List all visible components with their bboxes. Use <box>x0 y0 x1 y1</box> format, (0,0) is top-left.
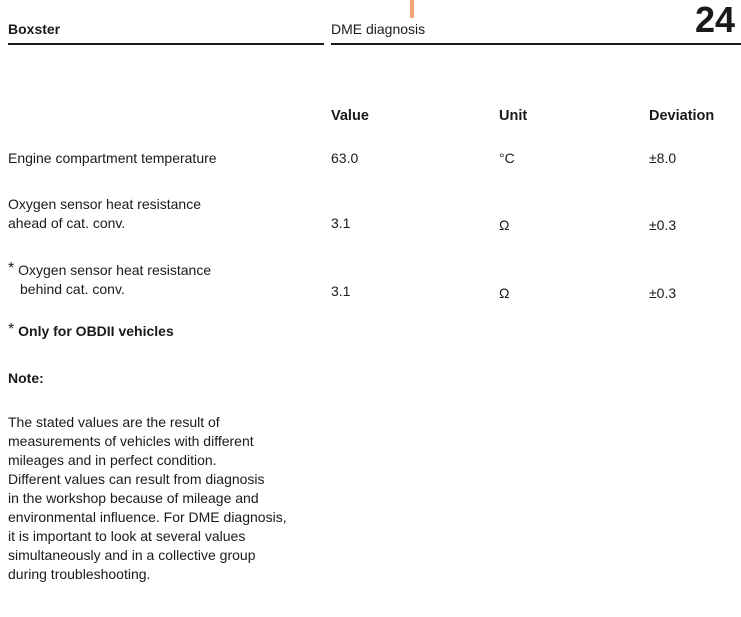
table-row-2-parameter <box>8 195 201 233</box>
table-row-2-parameter-line2: ahead of cat. conv. <box>8 215 126 231</box>
footnote-text: Only for OBDII vehicles <box>18 323 174 339</box>
note-title: Note: <box>8 370 44 386</box>
table-row-3-parameter-line2: behind cat. conv. <box>20 281 125 297</box>
table-row-2-value: 3.1 <box>331 215 351 231</box>
table-row-3-parameter-line1: Oxygen sensor heat resistance <box>18 262 212 278</box>
header-rule-left <box>8 43 324 45</box>
table-row-1-deviation: ±8.0 <box>649 150 677 166</box>
accent-mark <box>410 0 414 18</box>
column-header-unit: Unit <box>499 108 528 124</box>
header-model: Boxster <box>8 21 61 37</box>
column-header-value: Value <box>331 108 369 124</box>
table-row-1-parameter: Engine compartment temperature <box>8 150 217 166</box>
note-body: The stated values are the result of measurements of vehicles with different mileages and in perfect condition. Different values can result from diagnosis in the workshop because of mileage and environmental influence. For DME diagnosis, it is important to look at several values simultaneously and in a collective group during troubleshooting. <box>8 414 287 582</box>
header-rule-right <box>331 43 741 45</box>
column-header-deviation: Deviation <box>649 108 715 124</box>
table-row-1-unit: °C <box>499 150 515 166</box>
table-row-2-unit: Ω <box>499 217 510 233</box>
row-3-asterisk: * <box>8 260 15 277</box>
table-row-3-value: 3.1 <box>331 283 351 299</box>
table-row-1-value: 63.0 <box>331 150 359 166</box>
table-row-2-parameter-line1: Oxygen sensor heat resistance <box>8 196 201 212</box>
table-row-3-deviation: ±0.3 <box>649 285 677 301</box>
header-section: DME diagnosis <box>331 21 426 37</box>
table-row-3-unit: Ω <box>499 285 510 301</box>
footnote <box>8 323 174 341</box>
table-row-3-parameter <box>8 261 211 299</box>
footnote-asterisk: * <box>8 321 15 338</box>
page-number: 24 <box>694 0 735 40</box>
table-row-2-deviation: ±0.3 <box>649 217 677 233</box>
